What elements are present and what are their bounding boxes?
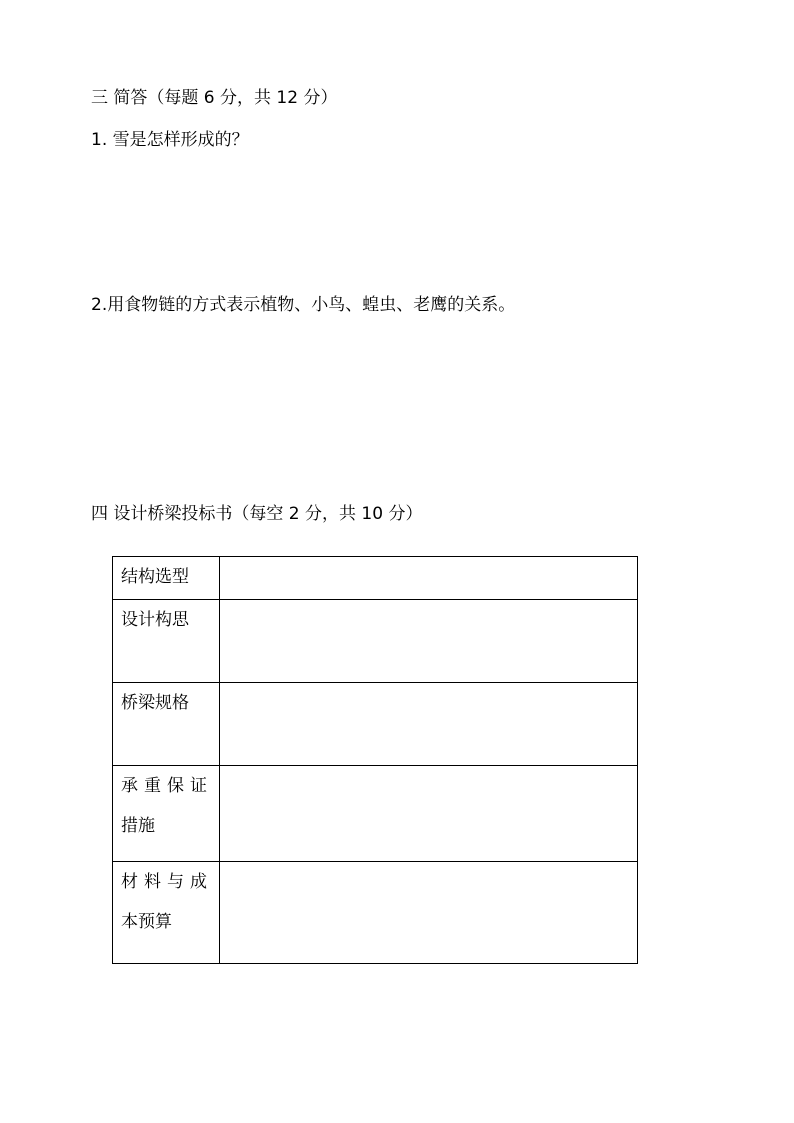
- row-label-design-concept: 设计构思: [113, 600, 220, 683]
- table-row: [113, 766, 638, 862]
- row-label-line-2: 本预算: [121, 912, 172, 932]
- row-label-line-1: 材料与成: [121, 872, 213, 892]
- row-label-line-2: 措施: [121, 816, 155, 836]
- answer-cell-load-measures[interactable]: [220, 766, 638, 862]
- question-1: 1. 雪是怎样形成的？: [91, 130, 249, 150]
- row-label-load-measures: [113, 766, 220, 862]
- row-label-bridge-specs: 桥梁规格: [113, 683, 220, 766]
- table-row: [113, 600, 638, 683]
- answer-cell-design-concept[interactable]: [220, 600, 638, 683]
- table-row: [113, 862, 638, 964]
- table-row: [113, 557, 638, 600]
- row-label-structure-type: 结构选型: [113, 557, 220, 600]
- section-3-heading: 三 简答（每题 6 分，共 12 分）: [91, 88, 338, 108]
- question-2: 2.用食物链的方式表示植物、小鸟、蝗虫、老鹰的关系。: [91, 295, 516, 315]
- answer-cell-structure-type[interactable]: [220, 557, 638, 600]
- section-4-heading: 四 设计桥梁投标书（每空 2 分，共 10 分）: [91, 504, 423, 524]
- row-label-line-1: 承重保证: [121, 776, 213, 796]
- answer-cell-materials-budget[interactable]: [220, 862, 638, 964]
- table-row: [113, 683, 638, 766]
- bridge-proposal-table: [112, 556, 638, 964]
- row-label-materials-budget: [113, 862, 220, 964]
- answer-cell-bridge-specs[interactable]: [220, 683, 638, 766]
